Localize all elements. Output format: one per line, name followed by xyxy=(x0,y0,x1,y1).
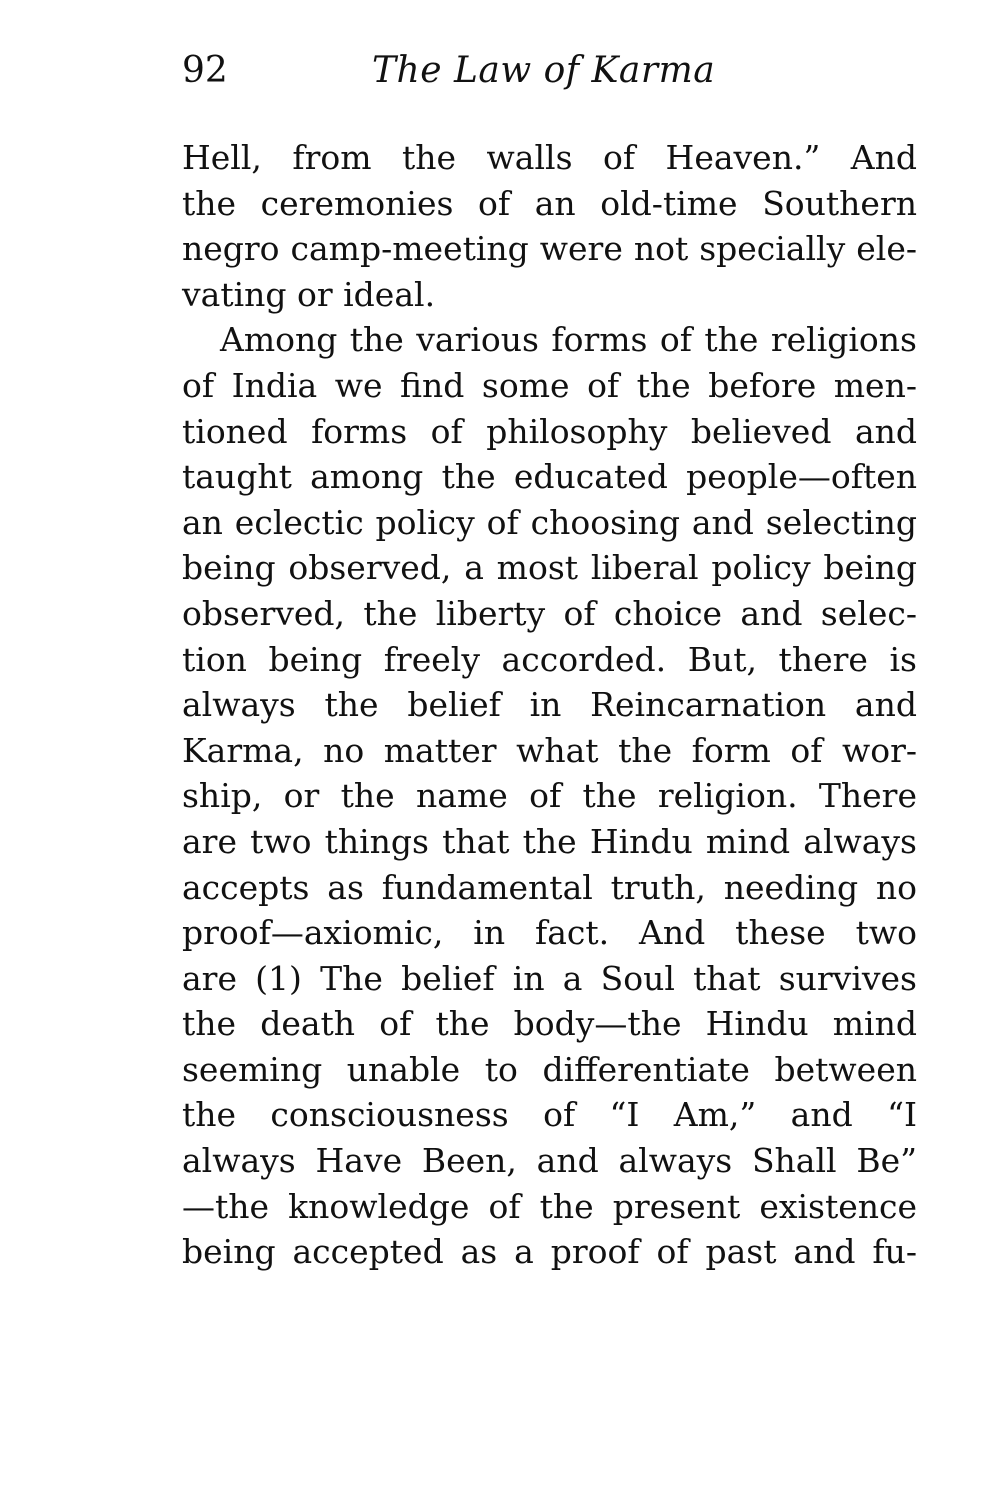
text-line: always Have Been, and always Shall Be” xyxy=(182,1141,917,1181)
page-number: 92 xyxy=(182,50,228,91)
text-line: are (1) The belief in a Soul that survives xyxy=(182,958,917,998)
text-line: the consciousness of “I Am,” and “I xyxy=(182,1095,917,1135)
body-text xyxy=(182,135,917,1275)
text-line: Karma, no matter what the form of wor- xyxy=(182,730,917,770)
text-line: Hell, from the walls of Heaven.” And xyxy=(182,138,917,177)
running-title: The Law of Karma xyxy=(372,50,716,91)
text-line: seeming unable to differentiate between xyxy=(182,1049,917,1089)
text-line: tioned forms of philosophy believed and xyxy=(182,411,917,451)
paragraph-start-line: Among the various forms of the religions xyxy=(220,320,917,360)
text-line: negro camp-meeting were not specially ele- xyxy=(182,229,917,269)
text-line: being accepted as a proof of past and fu- xyxy=(182,1232,917,1272)
text-line: always the belief in Reincarnation and xyxy=(182,685,917,725)
text-line: observed, the liberty of choice and selec- xyxy=(182,593,917,633)
text-line: taught among the educated people—often xyxy=(182,457,917,497)
text-line: are two things that the Hindu mind always xyxy=(182,821,917,861)
text-line: —the knowledge of the present existence xyxy=(182,1186,917,1226)
running-head xyxy=(182,46,922,96)
text-line: tion being freely accorded. But, there is xyxy=(182,639,917,679)
text-line: being observed, a most liberal policy being xyxy=(182,548,917,588)
text-line: vating or ideal. xyxy=(182,274,436,314)
text-line: ship, or the name of the religion. There xyxy=(182,776,917,816)
text-line: proof—axiomic, in fact. And these two xyxy=(182,913,917,953)
text-line: the death of the body—the Hindu mind xyxy=(182,1004,917,1044)
text-line: the ceremonies of an old-time Southern xyxy=(182,183,917,223)
text-line: accepts as fundamental truth, needing no xyxy=(182,867,917,907)
text-line: an eclectic policy of choosing and selecting xyxy=(182,502,917,542)
text-line: of India we find some of the before men- xyxy=(182,365,917,405)
